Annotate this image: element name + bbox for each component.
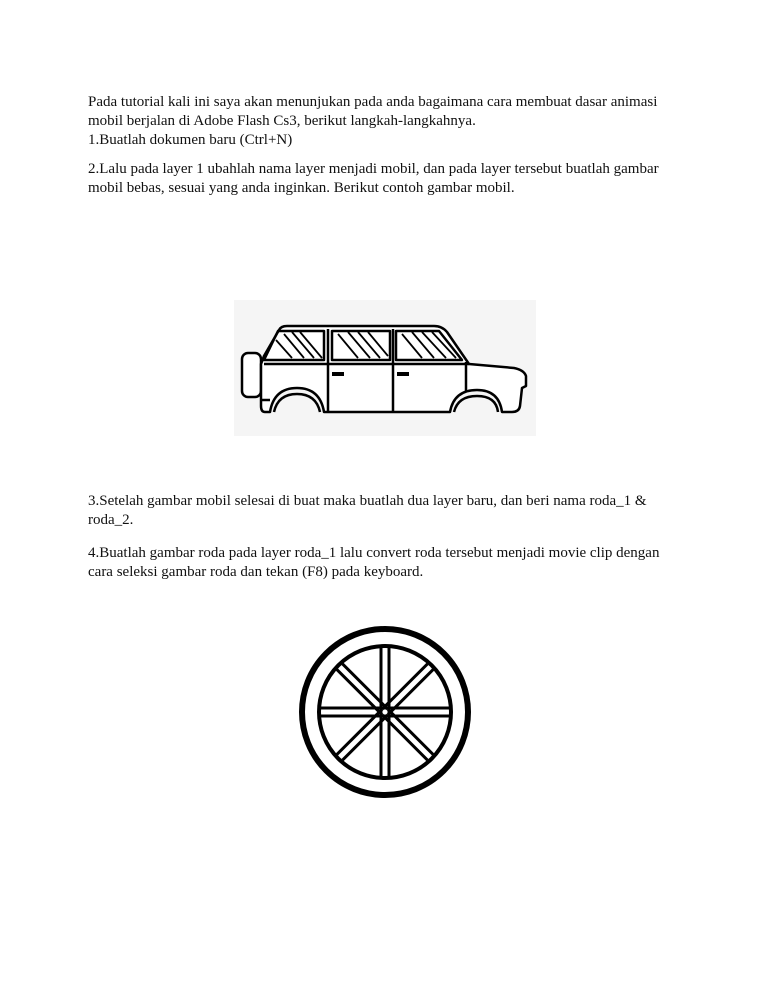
text-line: cara seleksi gambar roda dan tekan (F8) pada keyboard. <box>88 564 424 580</box>
wheel-inner-rim <box>319 646 451 778</box>
text-line: 2.Lalu pada layer 1 ubahlah nama layer menjadi mobil, dan pada layer tersebut buatlah gambar <box>88 161 659 177</box>
text-line: roda_2. <box>88 512 134 528</box>
door-handle <box>332 372 344 376</box>
car-illustration <box>234 300 536 436</box>
paragraph-step-4 <box>88 544 688 582</box>
paragraph-intro <box>88 93 688 150</box>
wheel-outer-rim <box>302 629 468 795</box>
text-line: 1.Buatlah dokumen baru (Ctrl+N) <box>88 132 293 148</box>
text-line: 3.Setelah gambar mobil selesai di buat maka buatlah dua layer baru, dan beri nama roda_1 & <box>88 493 647 509</box>
paragraph-step-3 <box>88 492 688 530</box>
paragraph-step-2 <box>88 160 688 198</box>
text-line: mobil bebas, sesuai yang anda inginkan. Berikut contoh gambar mobil. <box>88 180 515 196</box>
door-handle <box>397 372 409 376</box>
text-line: 4.Buatlah gambar roda pada layer roda_1 lalu convert roda tersebut menjadi movie clip dengan <box>88 545 660 561</box>
text-line: mobil berjalan di Adobe Flash Cs3, berikut langkah-langkahnya. <box>88 113 476 129</box>
wheel-illustration <box>298 625 472 799</box>
text-line: Pada tutorial kali ini saya akan menunjukan pada anda bagaimana cara membuat dasar animasi <box>88 94 658 110</box>
wheel-spokes <box>321 648 449 776</box>
spare-tire-shape <box>242 353 261 397</box>
